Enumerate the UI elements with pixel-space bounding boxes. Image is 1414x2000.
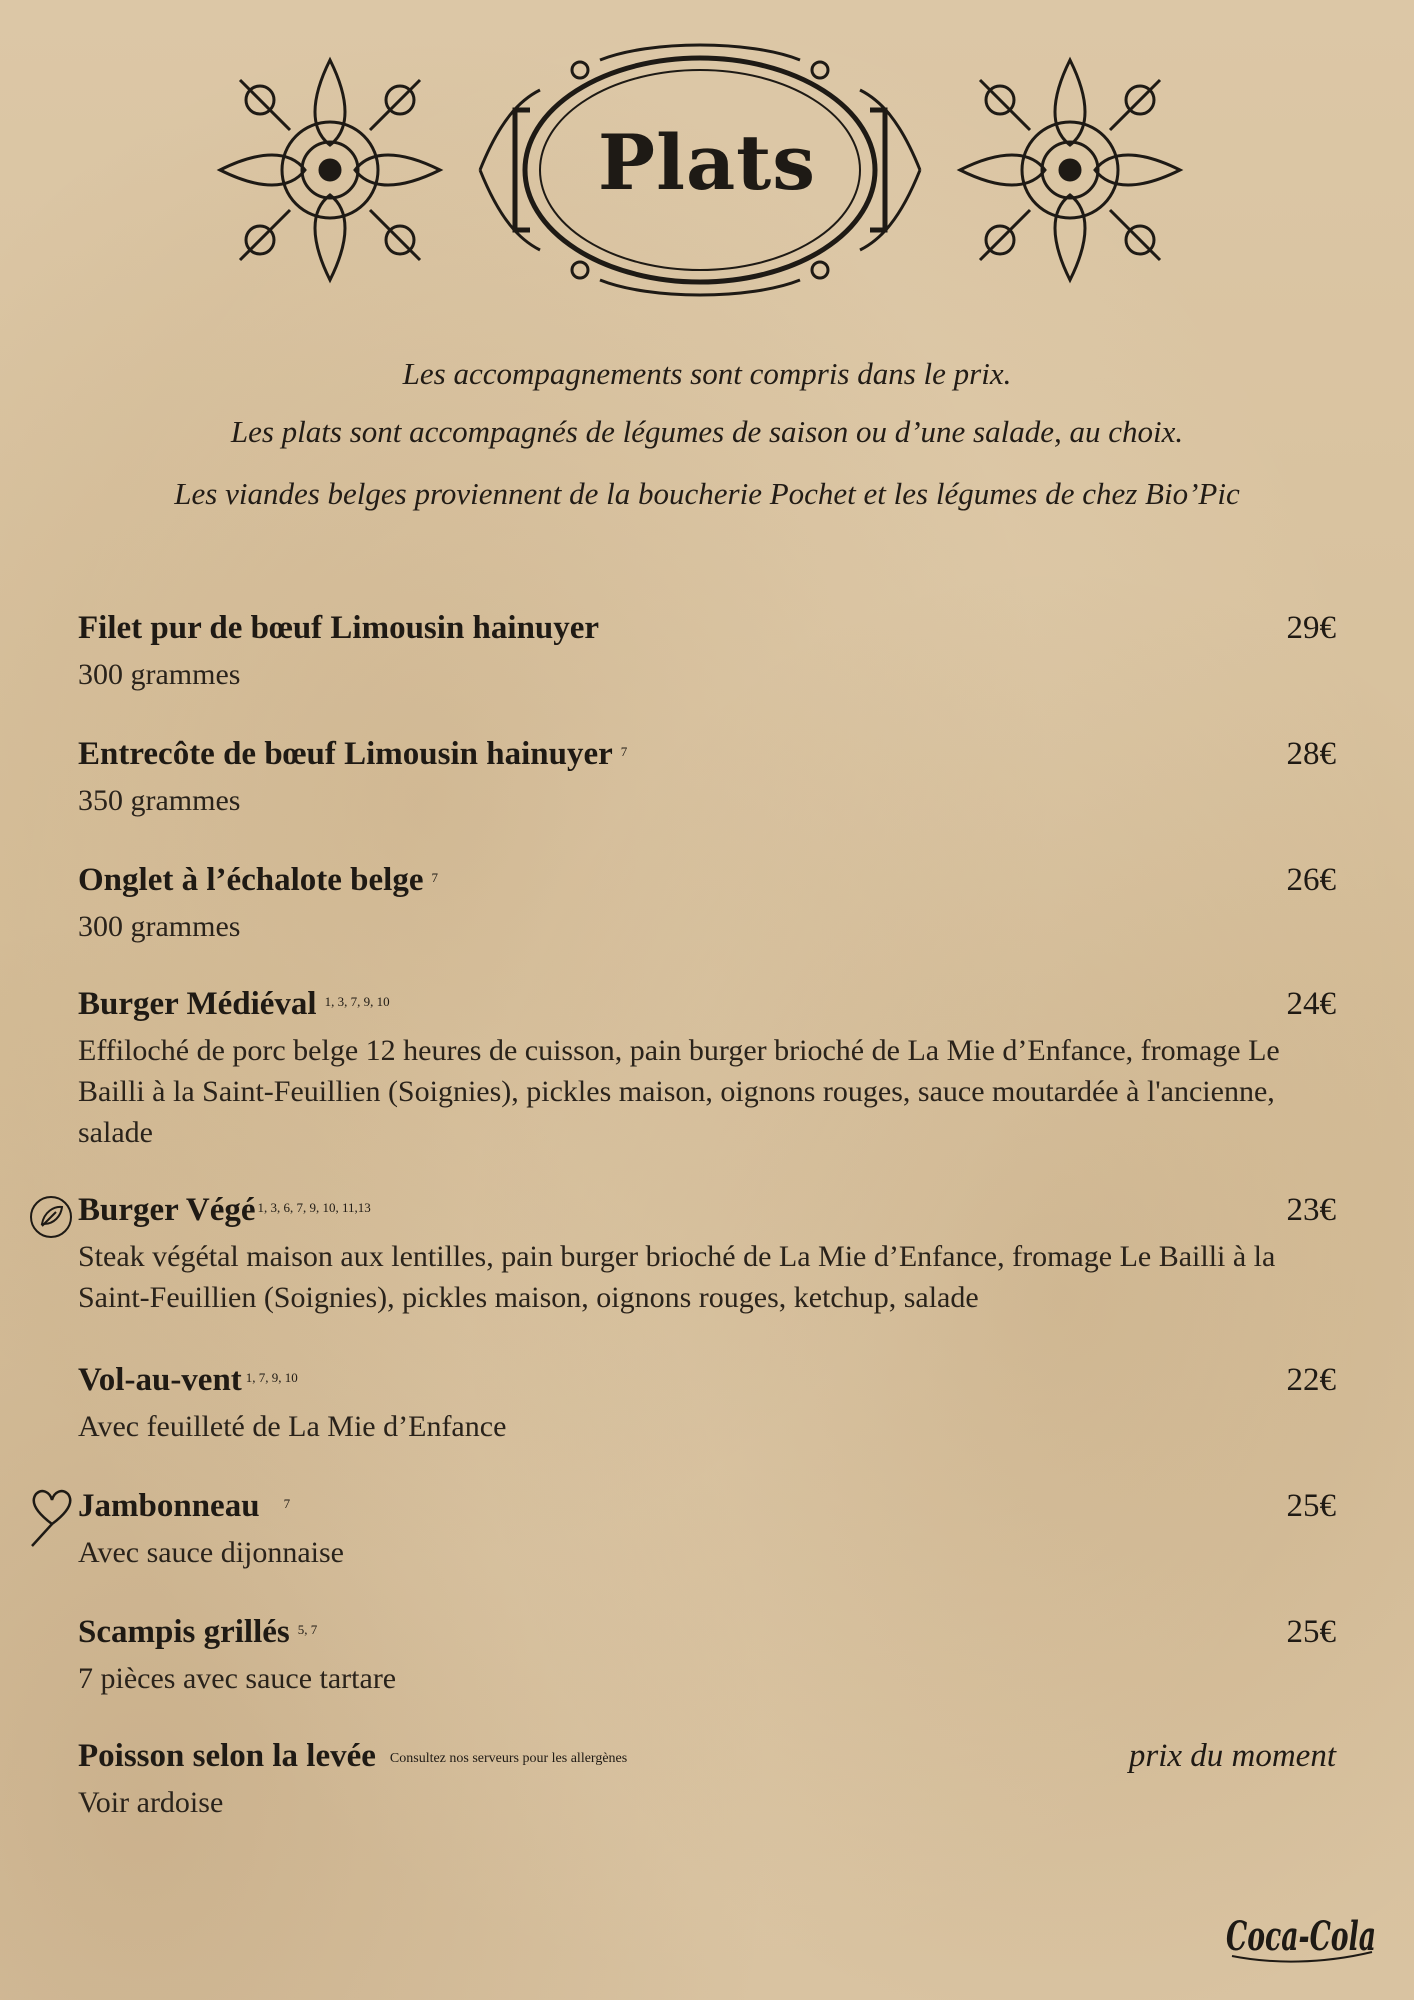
dish-price: 25€: [1286, 1614, 1336, 1650]
dish-description: Voir ardoise: [78, 1786, 224, 1819]
dish-description: 350 grammes: [78, 784, 241, 817]
menu-item: [78, 610, 1336, 695]
intro-line: Les plats sont accompagnés de légumes de saison ou d’une salade, au choix.: [230, 414, 1184, 449]
allergen-codes: 7: [431, 870, 439, 885]
dish-price: 29€: [1286, 610, 1336, 646]
dish-name: Poisson selon la levée Consultez nos serveurs pour les allergènes: [78, 1738, 628, 1774]
dish-description: Avec sauce dijonnaise: [78, 1536, 345, 1569]
allergen-note: Consultez nos serveurs pour les allergènes: [389, 1751, 628, 1766]
dish-price: 25€: [1286, 1488, 1336, 1524]
dish-description: 300 grammes: [78, 658, 241, 691]
dish-price: 28€: [1286, 736, 1336, 772]
allergen-codes: 7: [620, 744, 628, 759]
menu-item: [78, 1362, 1336, 1447]
allergen-codes: 1, 7, 9, 10: [245, 1370, 298, 1385]
allergen-codes: 5, 7: [297, 1622, 318, 1637]
allergen-codes: 1, 3, 7, 9, 10: [324, 994, 390, 1009]
dish-name: Filet pur de bœuf Limousin hainuyer: [78, 610, 600, 646]
dish-description: Avec feuilleté de La Mie d’Enfance: [78, 1410, 507, 1443]
dish-name: Scampis grillés $^{5, 7}$: [78, 1614, 318, 1650]
page-title: Plats: [597, 118, 817, 207]
dish-name: Burger Végé $^{1, 3, 6, 7, 9, 10, 11,13}$: [78, 1192, 371, 1228]
menu-item: [78, 736, 1336, 821]
dish-price: 22€: [1286, 1362, 1336, 1398]
menu-item: [78, 1738, 1336, 1823]
menu-item: [78, 986, 1336, 1153]
heart-icon: [26, 1486, 78, 1548]
intro-line: Les accompagnements sont compris dans le prix.: [402, 356, 1012, 391]
allergen-codes: 1, 3, 6, 7, 9, 10, 11,13: [257, 1200, 371, 1215]
menu-item: [78, 1488, 1336, 1573]
svg-text:Coca-Cola: Coca-Cola: [1226, 1913, 1376, 1960]
menu-item: [78, 1614, 1336, 1699]
vegetarian-leaf-icon: [28, 1194, 74, 1240]
menu-item: [78, 862, 1336, 947]
dish-price: 23€: [1286, 1192, 1336, 1228]
dish-name: Burger Médiéval $^{1, 3, 7, 9, 10}$: [78, 986, 390, 1022]
intro-line: Les viandes belges proviennent de la boucherie Pochet et les légumes de chez Bio’Pic: [174, 476, 1240, 511]
dish-price: 26€: [1286, 862, 1336, 898]
dish-price: 24€: [1286, 986, 1336, 1022]
dish-description: Effiloché de porc belge 12 heures de cuisson, pain burger brioché de La Mie d’Enfance, fromage Le Bailli à la Saint-Feuillien (Soignies), pickles maison, oignons rouges, sauce moutardée à l'ancienne, salade: [78, 1034, 1280, 1149]
allergen-codes: 7: [283, 1496, 291, 1511]
dish-name: Vol-au-vent $^{1, 7, 9, 10}$: [78, 1362, 298, 1398]
dish-price: prix du moment: [1128, 1738, 1336, 1774]
dish-description: 300 grammes: [78, 910, 241, 943]
dish-name: Entrecôte de bœuf Limousin hainuyer $^7$: [78, 736, 628, 772]
dish-description: Steak végétal maison aux lentilles, pain burger brioché de La Mie d’Enfance, fromage Le Bailli à la Saint-Feuillien (Soignies), pickles maison, oignons rouges, ketchup, salade: [78, 1240, 1276, 1314]
dish-name: Onglet à l’échalote belge $^7$: [78, 862, 439, 898]
dish-description: 7 pièces avec sauce tartare: [78, 1662, 397, 1695]
dish-name: Jambonneau $^7$: [78, 1488, 291, 1524]
coca-cola-logo: [1222, 1906, 1382, 1968]
menu-item: [78, 1192, 1336, 1318]
